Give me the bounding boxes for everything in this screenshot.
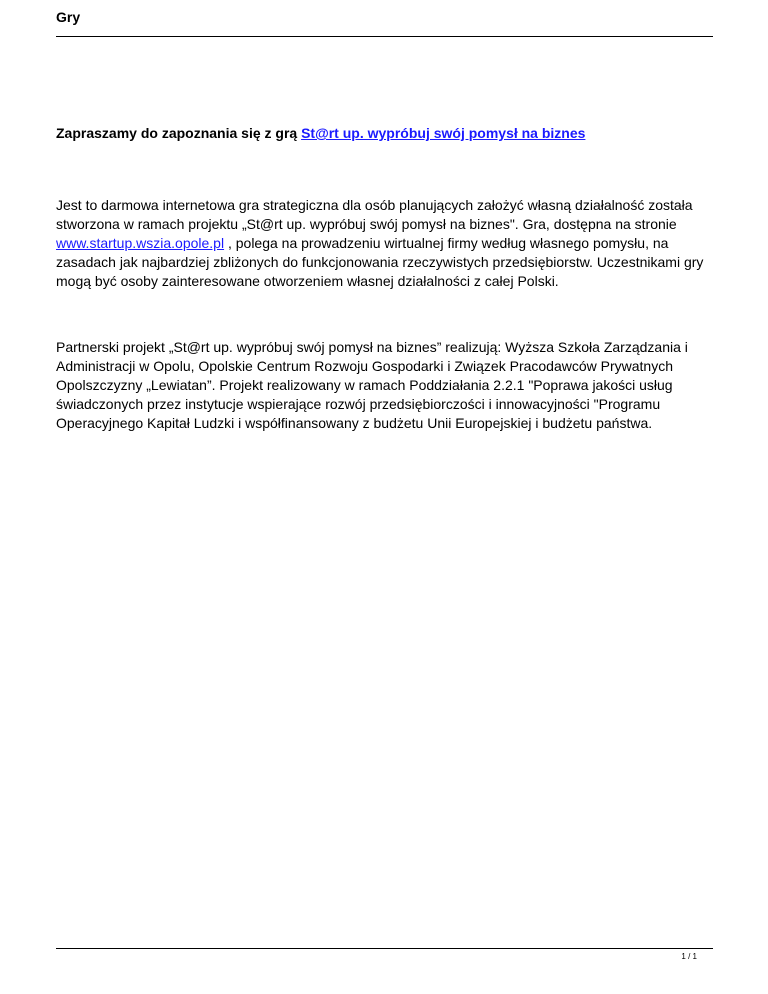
website-link[interactable]: www.startup.wszia.opole.pl [56, 235, 225, 251]
paragraph-text: , polega na prowadzeniu wirtualnej firmy według własnego pomysłu, na zasadach jak najbardziej zbliżonych do funkcjonowania rzeczywistych przedsiębiorstw. Uczestnikami gry mogą być osoby zainteresowane otworzeniem własnej działalności z całej Polski. [56, 235, 704, 289]
intro-lead-text: Zapraszamy do zapoznania się z grą [56, 125, 302, 141]
paragraph-project-partners: Partnerski projekt „St@rt up. wypróbuj swój pomysł na biznes” realizują: Wyższa Szkoła Zarządzania i Administracji w Opolu, Opolskie Centrum Rozwoju Gospodarki i Związek Pracodawców Prywatnych Opolszczyzny „Lewiatan”. Projekt realizowany w ramach Poddziałania 2.2.1 "Poprawa jakości usług świadczonych przez instytucje wspierające rozwój przedsiębiorczości i innowacyjności "Programu Operacyjnego Kapitał Ludzki i współfinansowany z budżetu Unii Europejskiej i budżetu państwa. [56, 339, 688, 431]
page-title: Gry [56, 9, 81, 25]
page-footer [56, 948, 713, 961]
game-title-link[interactable]: St@rt up. wypróbuj swój pomysł na biznes [301, 125, 586, 141]
page-header [56, 0, 713, 37]
paragraph-text: Jest to darmowa internetowa gra strategiczna dla osób planujących założyć własną działalność została stworzona w ramach projektu „St@rt up. wypróbuj swój pomysł na biznes". Gra, dostępna na stronie [56, 197, 693, 232]
page-number: 1 / 1 [681, 952, 697, 961]
article-body [56, 123, 713, 433]
paragraph-game-description [56, 196, 713, 291]
intro-line [56, 123, 713, 143]
